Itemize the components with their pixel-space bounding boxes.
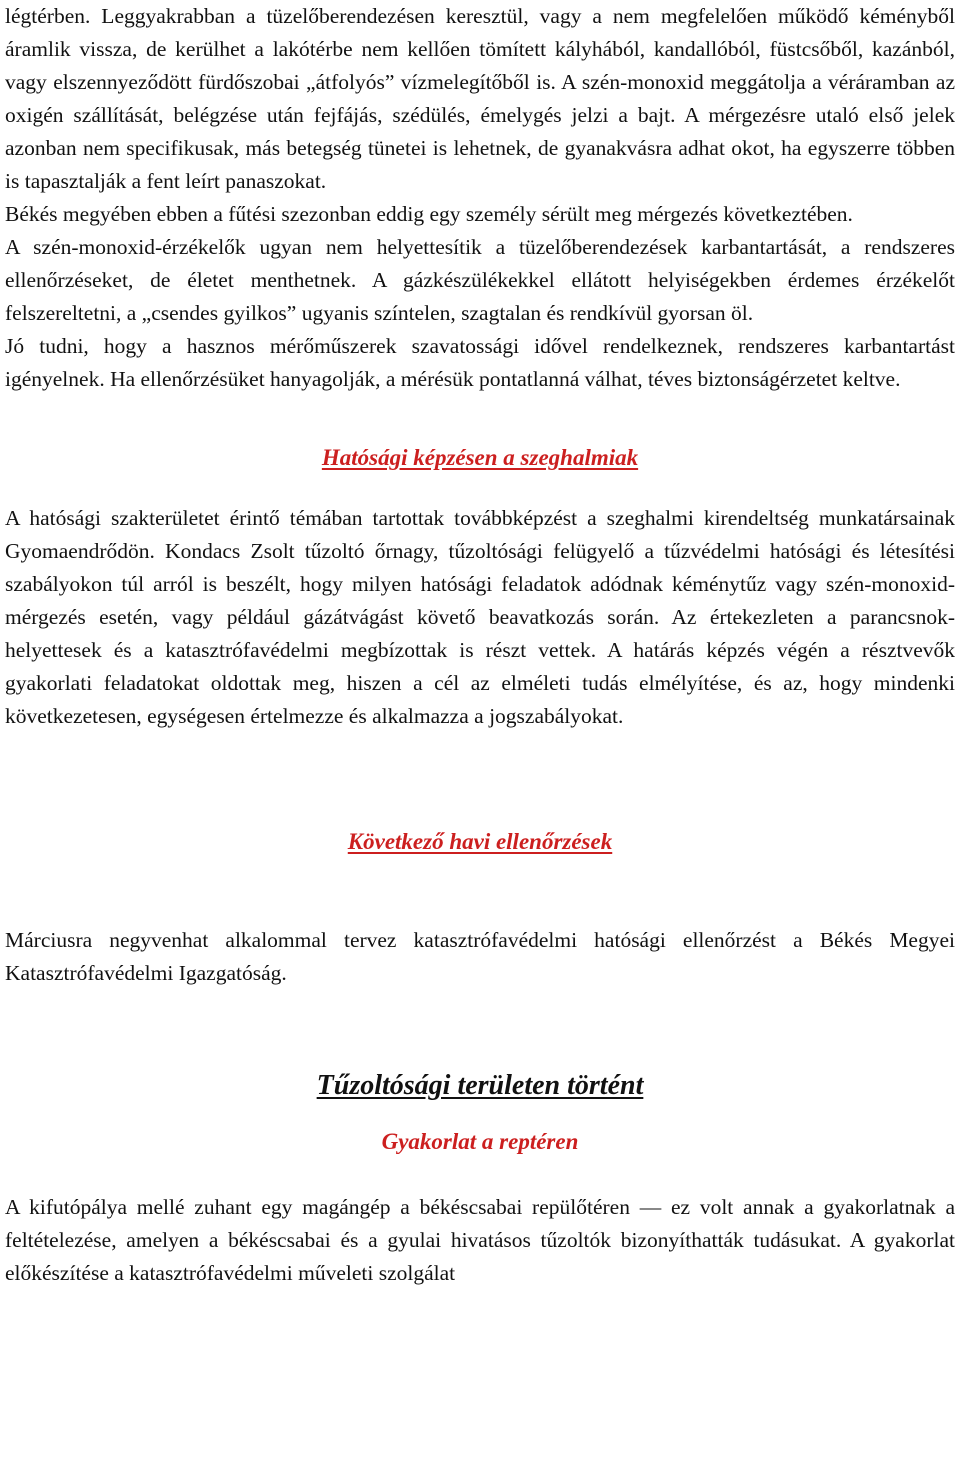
section-heading-inspections: Következő havi ellenőrzések <box>347 829 613 854</box>
paragraph-inspections: Márciusra negyvenhat alkalommal tervez katasztrófavédelmi hatósági ellenőrzést a Békés Megyei Katasztrófavédelmi Igazgatóság. <box>5 928 955 985</box>
subsection-heading-airport-drill: Gyakorlat a reptéren <box>381 1129 579 1154</box>
section-heading-training: Hatósági képzésen a szeghalmiak <box>321 445 639 470</box>
paragraph-bekes-county-injury: Békés megyében ebben a fűtési szezonban eddig egy személy sérült meg mérgezés következtében. <box>5 202 853 226</box>
paragraph-carbon-monoxide-sources: légtérben. Leggyakrabban a tüzelőberendezésen keresztül, vagy a nem megfelelően működő kéményből áramlik vissza, de kerülhet a lakótérbe nem kellően tömített kályhából, kandallóból, füstcsőből, kazánból, vagy elszennyeződött fürdőszobai „átfolyós” vízmelegítőből is. A szén-monoxid meggátolja a véráramban az oxigén szállítását, belégzése után fejfájás, szédülés, émelygés jelzi a bajt. A mérgezésre utaló első jelek azonban nem specifikusak, más betegség tünetei is lehetnek, de gyanakvásra adhat okot, ha egyszerre többen is tapasztalják a fent leírt panaszokat. <box>5 4 955 193</box>
paragraph-training: A hatósági szakterületet érintő témában tartottak továbbképzést a szeghalmi kirendeltség munkatársainak Gyomaendrődön. Kondacs Zsolt tűzoltó őrnagy, tűzoltósági felügyelő a tűzvédelmi hatósági és létesítési szabályokon túl arról is beszélt, hogy milyen hatósági feladatok adódnak kéménytűz vagy szén-monoxid-mérgezés esetén, vagy például gázátvágást követő beavatkozás során. Az értekezleten a parancsnok-helyettesek és a katasztrófavédelmi megbízottak is részt vettek. A határás képzés végén a résztvevők gyakorlati feladatokat oldottak meg, hiszen a cél az elméleti tudás elmélyítése, és az, hogy mindenki következetesen, egységesen értelmezze és alkalmazza a jogszabályokat. <box>5 506 955 728</box>
paragraph-airport-drill: A kifutópálya mellé zuhant egy magángép a békéscsabai repülőtéren — ez volt annak a gyakorlatnak a feltételezése, amelyen a békéscsabai és a gyulai hivatásos tűzoltók bizonyíthatták tudásukat. A gyakorlat előkészítése a katasztrófavédelmi műveleti szolgálat <box>5 1195 955 1285</box>
paragraph-detectors: A szén-monoxid-érzékelők ugyan nem helyettesítik a tüzelőberendezések karbantartását, a rendszeres ellenőrzéseket, de életet menthetnek. A gázkészülékekkel ellátott helyiségekben érdemes érzékelőt felszereltetni, a „csendes gyilkos” ugyanis színtelen, szagtalan és rendkívül gyorsan öl. <box>5 235 955 325</box>
paragraph-instrument-maintenance: Jó tudni, hogy a hasznos mérőműszerek szavatossági idővel rendelkeznek, rendszeres karbantartást igényelnek. Ha ellenőrzésüket hanyagolják, a mérésük pontatlanná válhat, téves biztonságérzetet keltve. <box>5 334 955 391</box>
section-heading-fire-incidents: Tűzoltósági területen történt <box>316 1070 644 1101</box>
document-page <box>5 0 955 1290</box>
